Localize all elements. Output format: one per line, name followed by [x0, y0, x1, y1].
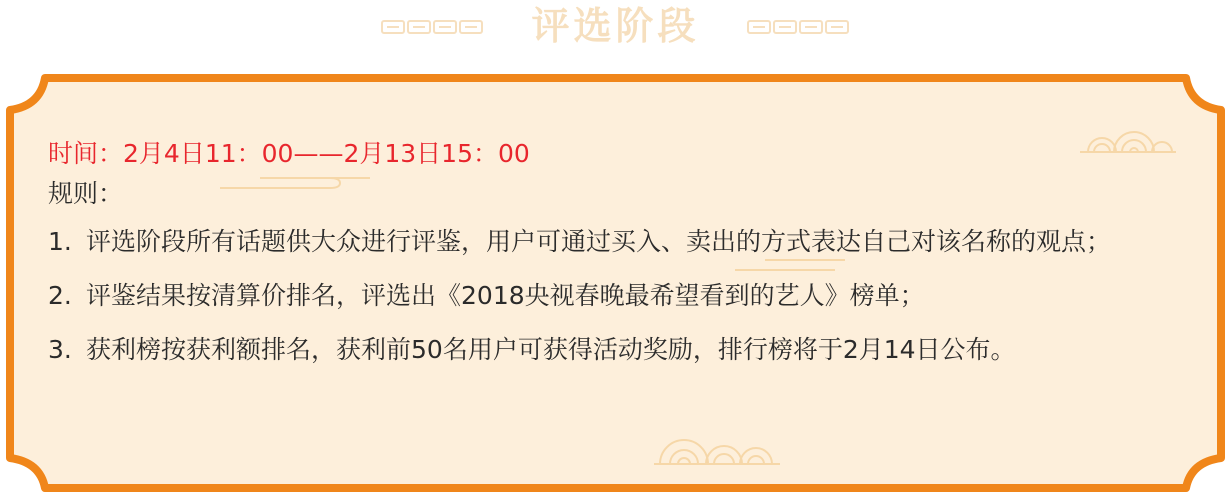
section-title: 评选阶段	[531, 3, 700, 48]
rule-number: 2.	[48, 281, 72, 310]
rule-item	[48, 224, 1208, 266]
rule-text: 评鉴结果按清算价排名，评选出《2018央视春晚最希望看到的艺人》榜单；	[86, 281, 925, 310]
cloud-decoration-bottom	[652, 424, 782, 468]
rule-number: 1.	[48, 227, 72, 256]
rule-item	[48, 278, 1208, 320]
rules-content	[48, 136, 1208, 374]
rule-text: 评选阶段所有话题供大众进行评鉴，用户可通过买入、卖出的方式表达自己对该名称的观点；	[86, 227, 1112, 256]
schedule-range: 2月4日11：00——2月13日15：00	[123, 139, 530, 168]
rule-item	[48, 332, 1208, 374]
rules-label: 规则：	[48, 179, 124, 208]
schedule-line	[48, 136, 1208, 172]
rule-text: 获利榜按获利额排名，获利前50名用户可获得活动奖励，排行榜将于2月14日公布。	[86, 335, 1016, 364]
schedule-label: 时间：	[48, 139, 124, 168]
rule-number: 3.	[48, 335, 72, 364]
